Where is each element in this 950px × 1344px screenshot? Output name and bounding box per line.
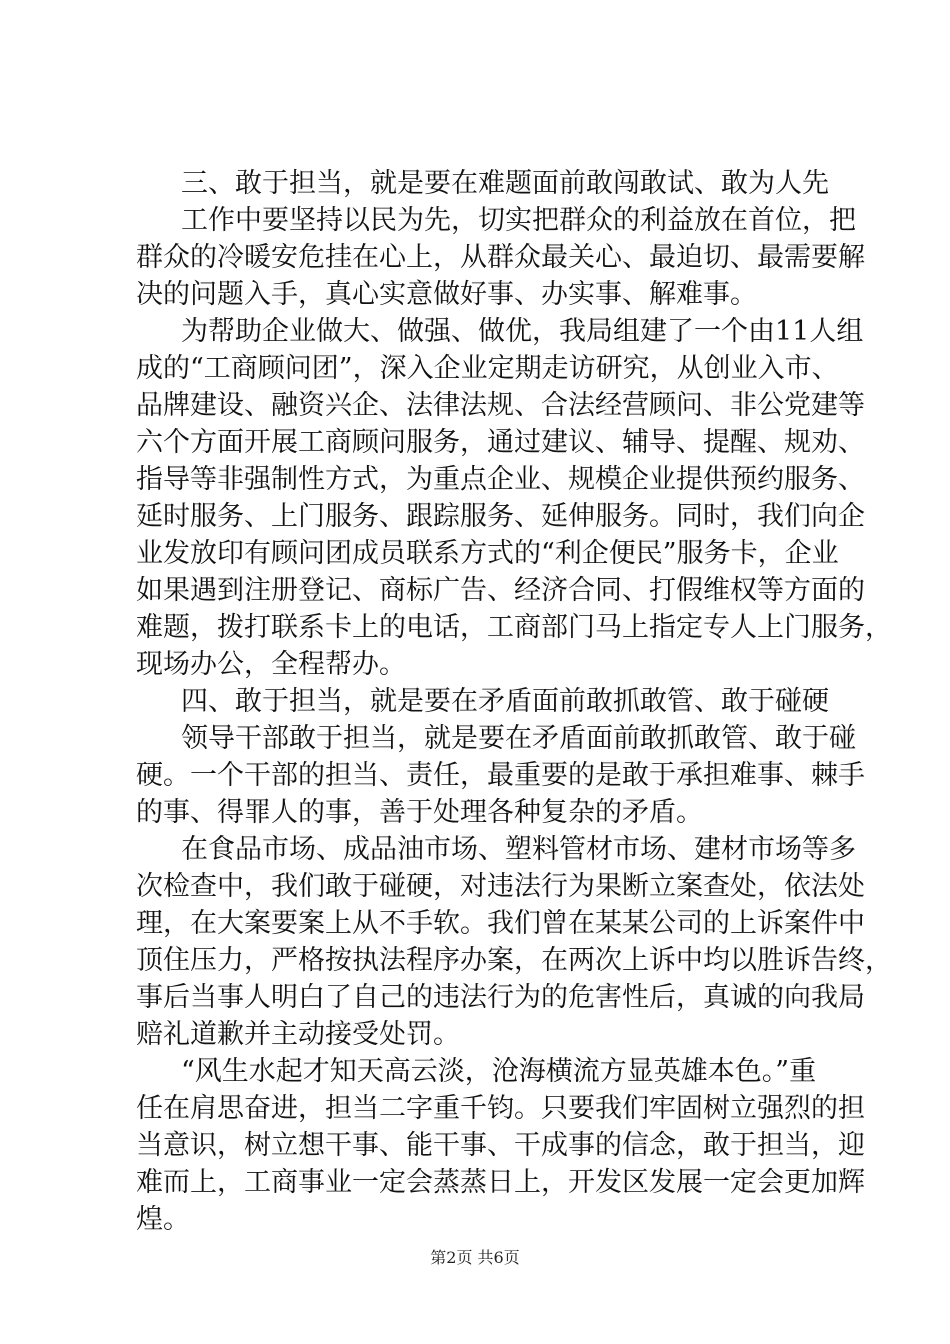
paragraph-line: 决的问题入手，真心实意做好事、办实事、解难事。 <box>136 279 757 310</box>
paragraph-line: 顶住压力，严格按执法程序办案，在两次上诉中均以胜诉告终， <box>136 945 892 976</box>
paragraph-line: 事后当事人明白了自己的违法行为的危害性后，真诚的向我局 <box>136 982 865 1013</box>
paragraph-line: 难题，拨打联系卡上的电话，工商部门马上指定专人上门服务， <box>136 612 892 643</box>
paragraph-line: 工作中要坚持以民为先，切实把群众的利益放在首位，把 <box>181 205 856 236</box>
paragraph-line: 如果遇到注册登记、商标广告、经济合同、打假维权等方面的 <box>136 575 865 606</box>
paragraph-line: 煌。 <box>136 1204 190 1235</box>
section-heading-4: 四、敢于担当，就是要在矛盾面前敢抓敢管、敢于碰硬 <box>181 686 829 717</box>
paragraph-line: 为帮助企业做大、做强、做优，我局组建了一个由11人组 <box>181 316 864 347</box>
paragraph-line: 业发放印有顾问团成员联系方式的“利企便民”服务卡，企业 <box>136 538 839 569</box>
paragraph-line: 当意识，树立想干事、能干事、干成事的信念，敢于担当，迎 <box>136 1130 865 1161</box>
paragraph-line: 理，在大案要案上从不手软。我们曾在某某公司的上诉案件中 <box>136 908 865 939</box>
paragraph-line: “风生水起才知天高云淡，沧海横流方显英雄本色。”重 <box>181 1056 817 1087</box>
paragraph-line: 群众的冷暖安危挂在心上，从群众最关心、最迫切、最需要解 <box>136 242 865 273</box>
paragraph-line: 赔礼道歉并主动接受处罚。 <box>136 1019 460 1050</box>
paragraph-line: 硬。一个干部的担当、责任，最重要的是敢于承担难事、棘手 <box>136 760 865 791</box>
paragraph-line: 成的“工商顾问团”，深入企业定期走访研究，从创业入市、 <box>136 353 839 384</box>
paragraph-line: 品牌建设、融资兴企、法律法规、合法经营顾问、非公党建等 <box>136 390 865 421</box>
paragraph-line: 六个方面开展工商顾问服务，通过建议、辅导、提醒、规劝、 <box>136 427 865 458</box>
paragraph-line: 领导干部敢于担当，就是要在矛盾面前敢抓敢管、敢于碰 <box>181 723 856 754</box>
paragraph-line: 次检查中，我们敢于碰硬，对违法行为果断立案查处，依法处 <box>136 871 865 902</box>
paragraph-line: 任在肩思奋进，担当二字重千钧。只要我们牢固树立强烈的担 <box>136 1093 865 1124</box>
paragraph-line: 在食品市场、成品油市场、塑料管材市场、建材市场等多 <box>181 834 856 865</box>
paragraph-line: 的事、得罪人的事，善于处理各种复杂的矛盾。 <box>136 797 703 828</box>
paragraph-line: 现场办公，全程帮办。 <box>136 649 406 680</box>
paragraph-line: 难而上，工商事业一定会蒸蒸日上，开发区发展一定会更加辉 <box>136 1167 865 1198</box>
paragraph-line: 延时服务、上门服务、跟踪服务、延伸服务。同时，我们向企 <box>136 501 865 532</box>
section-heading-3: 三、敢于担当，就是要在难题面前敢闯敢试、敢为人先 <box>181 168 829 199</box>
page-footer: 第2页 共6页 <box>430 1248 520 1267</box>
paragraph-line: 指导等非强制性方式，为重点企业、规模企业提供预约服务、 <box>136 464 865 495</box>
